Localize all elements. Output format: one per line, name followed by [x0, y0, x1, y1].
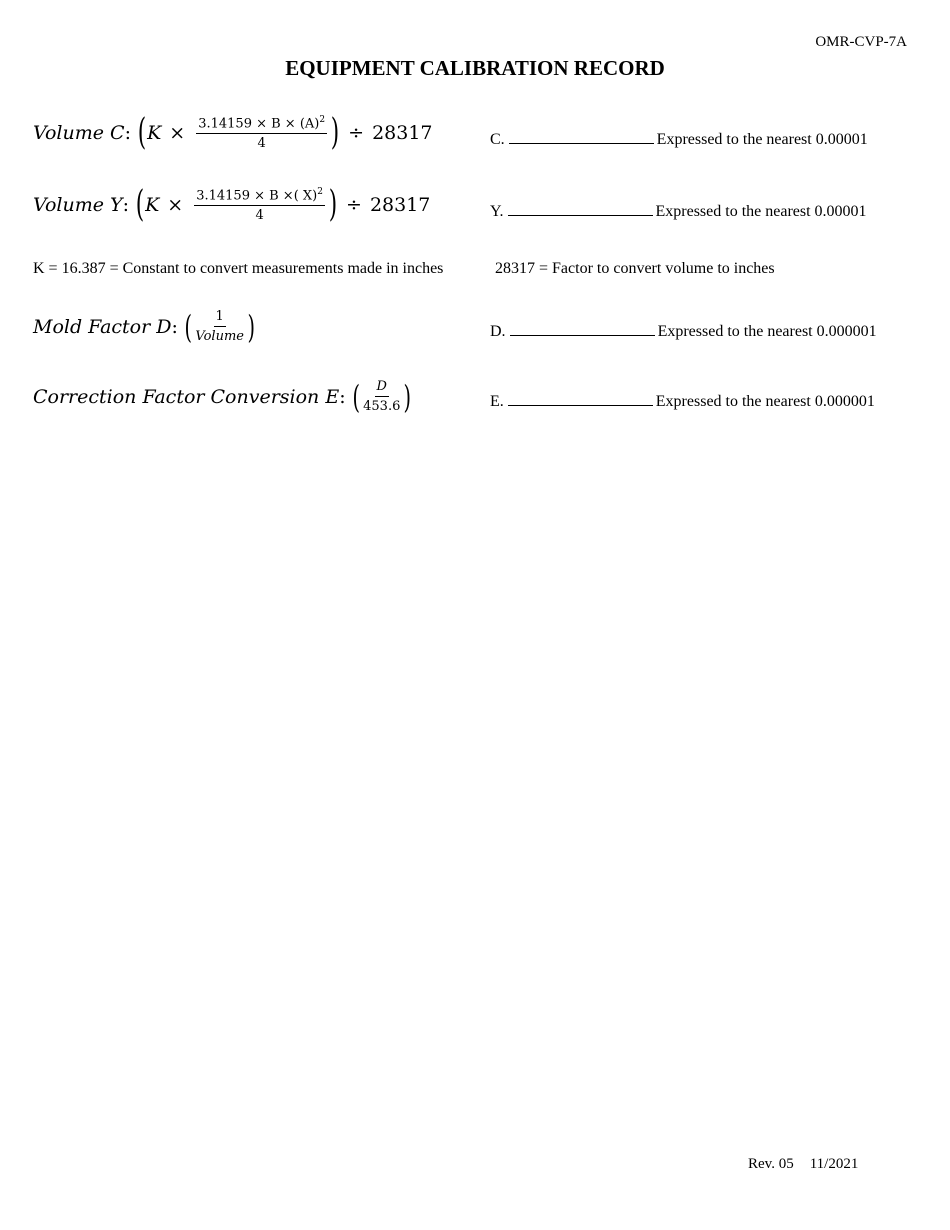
exponent: 2 [319, 115, 326, 125]
close-paren: ) [328, 184, 338, 226]
form-code: OMR-CVP-7A [815, 34, 907, 50]
divide-symbol: ÷ [348, 122, 365, 145]
mold-factor-denominator: Volume [195, 329, 244, 344]
volume-c-numerator: 3.14159 × B × (A) [198, 116, 320, 132]
mold-factor-fraction [195, 309, 244, 344]
volume-c-formula: Volume C : ( K × $\frac{3.14159 \times B \times (A)^2}{4}$ ) ÷ 28317 [33, 112, 433, 154]
open-paren: ( [137, 112, 147, 154]
k-symbol: K [147, 122, 162, 145]
correction-factor-denominator: 453.6 [363, 399, 401, 414]
volume-c-denominator: 4 [257, 136, 266, 152]
mold-factor-answer-line [490, 321, 877, 341]
page-title: EQUIPMENT CALIBRATION RECORD [285, 56, 665, 80]
divide-symbol: ÷ [346, 194, 362, 217]
mold-factor-numerator: 1 [214, 309, 226, 327]
close-paren: ) [403, 377, 412, 416]
correction-factor-numerator: D [375, 379, 389, 397]
answer-label-c: C. [490, 131, 505, 148]
precision-note-d: Expressed to the nearest 0.000001 [657, 323, 877, 340]
answer-label-y: Y. [490, 203, 504, 220]
k-symbol: K [145, 194, 160, 217]
revision-date: 11/2021 [809, 1156, 859, 1172]
precision-note-c: Expressed to the nearest 0.00001 [656, 131, 868, 148]
open-paren: ( [135, 184, 145, 226]
volume-y-answer-line [490, 201, 867, 221]
open-paren: ( [352, 377, 360, 416]
conversion-factor: 28317 [372, 122, 433, 145]
answer-field-y[interactable] [508, 201, 653, 216]
answer-label-e: E. [490, 393, 504, 410]
close-paren: ) [330, 112, 340, 154]
factor-note: 28317 = Factor to convert volume to inches [495, 260, 775, 277]
mold-factor-label: Mold Factor D [33, 315, 172, 338]
correction-factor-formula: Correction Factor Conversion E : ( $\frac{D}{453.6}$ ) [33, 377, 412, 416]
exponent: 2 [317, 187, 323, 197]
correction-factor-fraction [363, 379, 400, 414]
correction-factor-label: Correction Factor Conversion E [33, 385, 340, 408]
correction-factor-answer-line [490, 391, 875, 411]
revision-number: Rev. 05 [748, 1156, 794, 1172]
answer-label-d: D. [490, 323, 506, 340]
open-paren: ( [184, 307, 192, 346]
precision-note-y: Expressed to the nearest 0.00001 [655, 203, 867, 220]
volume-c-answer-line [490, 129, 868, 149]
times-symbol: × [169, 122, 186, 145]
volume-c-fraction [196, 115, 327, 151]
volume-y-label: Volume Y [33, 194, 123, 217]
times-symbol: × [167, 194, 184, 217]
footer [748, 1156, 858, 1173]
mold-factor-formula: Mold Factor D : ( $\frac{1}{\text{Volume}}$ ) [33, 307, 255, 346]
precision-note-e: Expressed to the nearest 0.000001 [655, 393, 875, 410]
volume-y-denominator: 4 [255, 208, 264, 224]
conversion-factor: 28317 [369, 194, 431, 217]
volume-y-fraction [194, 187, 325, 223]
constant-k-note: K = 16.387 = Constant to convert measurements made in inches [33, 260, 444, 277]
answer-field-c[interactable] [509, 129, 654, 144]
close-paren: ) [247, 307, 255, 346]
volume-y-formula: Volume Y : ( K × $\frac{3.14159 \times B \times( X)^2}{4}$ ) ÷ 28317 [33, 184, 431, 226]
answer-field-d[interactable] [510, 321, 655, 336]
volume-y-numerator: 3.14159 × B ×( X) [196, 188, 318, 204]
volume-c-label: Volume C [33, 122, 125, 145]
answer-field-e[interactable] [508, 391, 653, 406]
